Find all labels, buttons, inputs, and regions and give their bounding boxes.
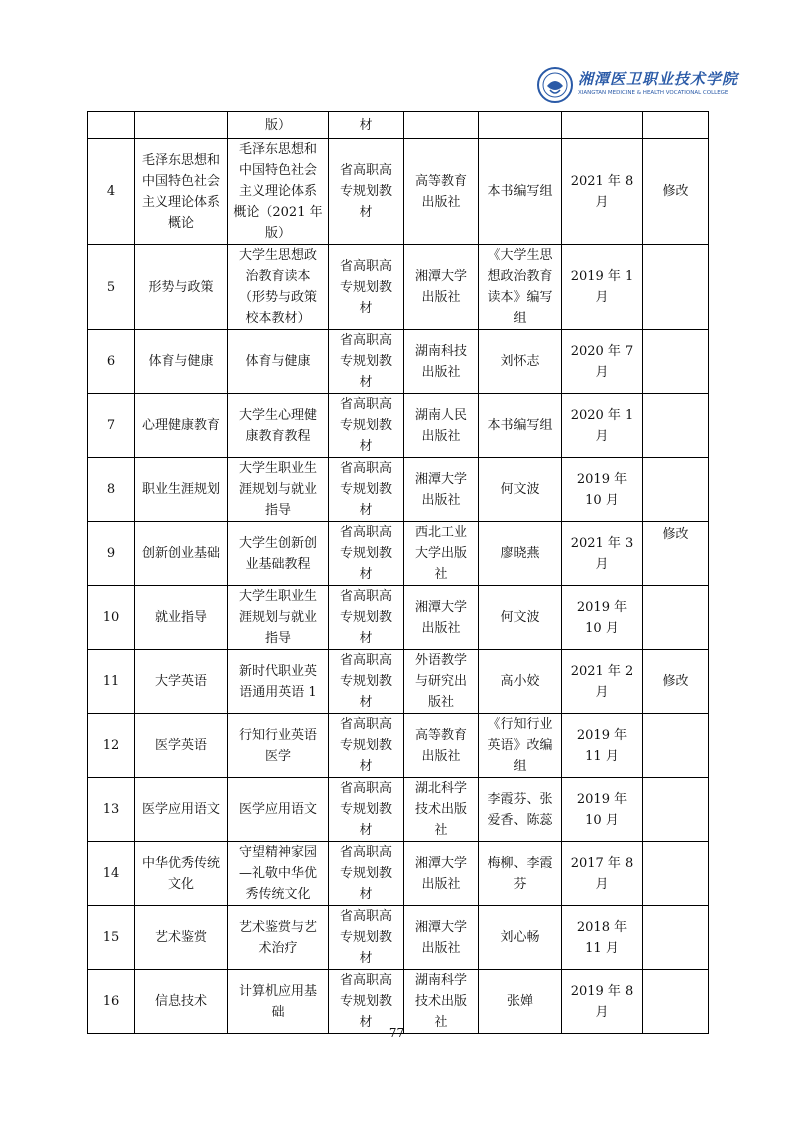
cell-type: 省高职高专规划教材: [329, 650, 404, 714]
cell-editor: 梅柳、李霞芬: [479, 842, 562, 906]
cell-type: 材: [329, 112, 404, 139]
cell-no: 16: [88, 970, 135, 1034]
cell-date: 2017 年 8 月: [562, 842, 643, 906]
table-row: [88, 586, 709, 650]
cell-publisher: 西北工业大学出版社: [404, 522, 479, 586]
cell-date: 2019 年 10 月: [562, 586, 643, 650]
cell-no: 6: [88, 330, 135, 394]
table-row: [88, 139, 709, 245]
cell-course: 医学英语: [135, 714, 228, 778]
cell-course: 医学应用语文: [135, 778, 228, 842]
cell-course: 中华优秀传统文化: [135, 842, 228, 906]
cell-editor: 刘心畅: [479, 906, 562, 970]
cell-no: 15: [88, 906, 135, 970]
table-row: [88, 778, 709, 842]
cell-remark: [643, 330, 709, 394]
cell-editor: 高小姣: [479, 650, 562, 714]
table-row: [88, 906, 709, 970]
cell-remark: 修改: [643, 522, 709, 586]
cell-textbook: 大学生心理健康教育教程: [228, 394, 329, 458]
cell-no: [88, 112, 135, 139]
cell-course: 信息技术: [135, 970, 228, 1034]
cell-date: 2021 年 2 月: [562, 650, 643, 714]
textbook-table: [87, 111, 709, 1034]
cell-type: 省高职高专规划教材: [329, 906, 404, 970]
cell-remark: [643, 714, 709, 778]
cell-publisher: 湖南科学技术出版社: [404, 970, 479, 1034]
cell-editor: 廖晓燕: [479, 522, 562, 586]
cell-no: 5: [88, 245, 135, 330]
logo-chinese-name: 湘潭医卫职业技术学院: [578, 70, 739, 88]
cell-course: 艺术鉴赏: [135, 906, 228, 970]
cell-type: 省高职高专规划教材: [329, 330, 404, 394]
table-row: [88, 245, 709, 330]
cell-type: 省高职高专规划教材: [329, 394, 404, 458]
table-row: [88, 842, 709, 906]
cell-date: 2020 年 1 月: [562, 394, 643, 458]
cell-type: 省高职高专规划教材: [329, 842, 404, 906]
cell-course: 体育与健康: [135, 330, 228, 394]
cell-date: 2019 年 11 月: [562, 714, 643, 778]
cell-publisher: 高等教育出版社: [404, 139, 479, 245]
cell-type: 省高职高专规划教材: [329, 714, 404, 778]
cell-publisher: 高等教育出版社: [404, 714, 479, 778]
cell-type: 省高职高专规划教材: [329, 586, 404, 650]
cell-course: 心理健康教育: [135, 394, 228, 458]
table-row: [88, 330, 709, 394]
cell-remark: 修改: [643, 650, 709, 714]
table-row: [88, 650, 709, 714]
cell-publisher: 湘潭大学出版社: [404, 458, 479, 522]
cell-remark: [643, 586, 709, 650]
cell-textbook: 毛泽东思想和中国特色社会主义理论体系概论（2021 年版）: [228, 139, 329, 245]
cell-remark: [643, 394, 709, 458]
cell-publisher: [404, 112, 479, 139]
cell-date: 2018 年 11 月: [562, 906, 643, 970]
textbook-table-body: [88, 112, 709, 1034]
cell-no: 14: [88, 842, 135, 906]
cell-remark: 修改: [643, 139, 709, 245]
cell-course: 职业生涯规划: [135, 458, 228, 522]
table-row: [88, 970, 709, 1034]
cell-publisher: 湖北科学技术出版社: [404, 778, 479, 842]
cell-course: 大学英语: [135, 650, 228, 714]
college-emblem-icon: [536, 66, 574, 104]
cell-no: 7: [88, 394, 135, 458]
cell-type: 省高职高专规划教材: [329, 245, 404, 330]
cell-textbook: 艺术鉴赏与艺术治疗: [228, 906, 329, 970]
cell-editor: 李霞芬、张爱香、陈蕊: [479, 778, 562, 842]
table-row: [88, 394, 709, 458]
cell-textbook: 行知行业英语医学: [228, 714, 329, 778]
cell-type: 省高职高专规划教材: [329, 139, 404, 245]
cell-editor: 本书编写组: [479, 139, 562, 245]
cell-textbook: 大学生创新创业基础教程: [228, 522, 329, 586]
cell-publisher: 湖南科技出版社: [404, 330, 479, 394]
cell-no: 11: [88, 650, 135, 714]
cell-editor: 何文波: [479, 586, 562, 650]
cell-editor: 《行知行业英语》改编组: [479, 714, 562, 778]
cell-date: 2019 年 10 月: [562, 778, 643, 842]
cell-textbook: 大学生职业生涯规划与就业指导: [228, 458, 329, 522]
cell-textbook: 版）: [228, 112, 329, 139]
cell-date: 2021 年 8 月: [562, 139, 643, 245]
cell-course: 毛泽东思想和中国特色社会主义理论体系概论: [135, 139, 228, 245]
cell-textbook: 守望精神家园—礼敬中华优秀传统文化: [228, 842, 329, 906]
cell-no: 8: [88, 458, 135, 522]
cell-no: 13: [88, 778, 135, 842]
cell-course: 就业指导: [135, 586, 228, 650]
cell-type: 省高职高专规划教材: [329, 778, 404, 842]
cell-textbook: 医学应用语文: [228, 778, 329, 842]
cell-publisher: 湘潭大学出版社: [404, 586, 479, 650]
cell-remark: [643, 458, 709, 522]
cell-no: 4: [88, 139, 135, 245]
cell-date: 2021 年 3 月: [562, 522, 643, 586]
cell-editor: 张婵: [479, 970, 562, 1034]
cell-remark: [643, 970, 709, 1034]
cell-remark: [643, 906, 709, 970]
table-row: [88, 112, 709, 139]
page-number: 77: [388, 1026, 405, 1040]
cell-no: 10: [88, 586, 135, 650]
cell-textbook: 大学生思想政治教育读本（形势与政策校本教材）: [228, 245, 329, 330]
cell-remark: [643, 112, 709, 139]
table-row: [88, 522, 709, 586]
cell-course: [135, 112, 228, 139]
cell-textbook: 计算机应用基础: [228, 970, 329, 1034]
college-logo: [536, 66, 739, 106]
cell-publisher: 外语教学与研究出版社: [404, 650, 479, 714]
cell-publisher: 湘潭大学出版社: [404, 842, 479, 906]
cell-date: 2019 年 1 月: [562, 245, 643, 330]
cell-editor: 何文波: [479, 458, 562, 522]
cell-date: 2020 年 7 月: [562, 330, 643, 394]
cell-remark: [643, 842, 709, 906]
cell-textbook: 新时代职业英语通用英语 1: [228, 650, 329, 714]
cell-editor: [479, 112, 562, 139]
cell-textbook: 大学生职业生涯规划与就业指导: [228, 586, 329, 650]
cell-remark: [643, 778, 709, 842]
cell-date: 2019 年 8 月: [562, 970, 643, 1034]
cell-publisher: 湘潭大学出版社: [404, 245, 479, 330]
logo-english-name: XIANGTAN MEDICINE & HEALTH VOCATIONAL COLLEGE: [578, 90, 729, 96]
cell-remark: [643, 245, 709, 330]
cell-editor: 本书编写组: [479, 394, 562, 458]
cell-date: 2019 年 10 月: [562, 458, 643, 522]
cell-type: 省高职高专规划教材: [329, 458, 404, 522]
cell-editor: 《大学生思想政治教育读本》编写组: [479, 245, 562, 330]
cell-publisher: 湖南人民出版社: [404, 394, 479, 458]
cell-date: [562, 112, 643, 139]
cell-editor: 刘怀志: [479, 330, 562, 394]
cell-textbook: 体育与健康: [228, 330, 329, 394]
cell-course: 形势与政策: [135, 245, 228, 330]
cell-course: 创新创业基础: [135, 522, 228, 586]
table-row: [88, 458, 709, 522]
cell-no: 9: [88, 522, 135, 586]
table-row: [88, 714, 709, 778]
cell-publisher: 湘潭大学出版社: [404, 906, 479, 970]
cell-type: 省高职高专规划教材: [329, 522, 404, 586]
cell-no: 12: [88, 714, 135, 778]
cell-type: 省高职高专规划教材: [329, 970, 404, 1034]
